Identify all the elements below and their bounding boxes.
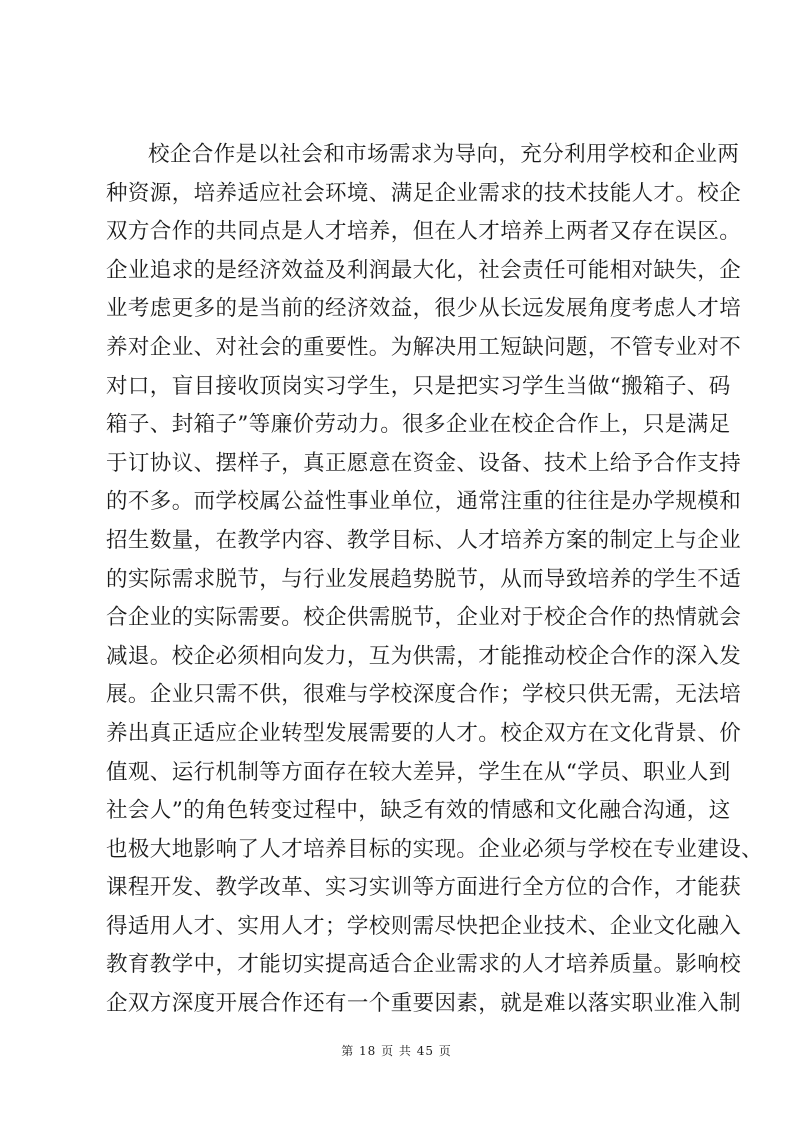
paragraph-line: 展。企业只需不供，很难与学校深度合作；学校只供无需，无法培 [106, 682, 742, 708]
paragraph-line: 企双方深度开展合作还有一个重要因素，就是难以落实职业准入制 [106, 991, 742, 1017]
paragraph-line: 养对企业、对社会的重要性。为解决用工短缺问题，不管专业对不 [106, 334, 742, 360]
paragraph-line: 箱子、封箱子”等廉价劳动力。很多企业在校企合作上，只是满足 [106, 412, 731, 438]
paragraph-line: 业考虑更多的是当前的经济效益，很少从长远发展角度考虑人才培 [106, 296, 742, 322]
paragraph-line: 课程开发、教学改革、实习实训等方面进行全方位的合作，才能获 [106, 875, 742, 901]
paragraph-line: 招生数量，在教学内容、教学目标、人才培养方案的制定上与企业 [106, 527, 742, 553]
paragraph-line: 得适用人才、实用人才；学校则需尽快把企业技术、企业文化融入 [106, 913, 742, 939]
body-paragraph [106, 136, 764, 1024]
paragraph-line: 双方合作的共同点是人才培养，但在人才培养上两者又存在误区。 [106, 219, 742, 245]
page-number-footer: 第 18 页 共 45 页 [341, 1044, 452, 1058]
paragraph-line: 合企业的实际需要。校企供需脱节，企业对于校企合作的热情就会 [106, 605, 742, 631]
paragraph-line: 养出真正适应企业转型发展需要的人才。校企双方在文化背景、价 [106, 720, 742, 746]
paragraph-line: 的实际需求脱节，与行业发展趋势脱节，从而导致培养的学生不适 [106, 566, 742, 592]
paragraph-line: 教育教学中，才能切实提高适合企业需求的人才培养质量。影响校 [106, 952, 742, 978]
paragraph-line: 也极大地影响了人才培养目标的实现。企业必须与学校在专业建设、 [106, 836, 764, 862]
paragraph-line: 种资源，培养适应社会环境、满足企业需求的技术技能人才。校企 [106, 180, 742, 206]
paragraph-line: 于订协议、摆样子，真正愿意在资金、设备、技术上给予合作支持 [106, 450, 742, 476]
paragraph-line: 企业追求的是经济效益及利润最大化，社会责任可能相对缺失，企 [106, 257, 742, 283]
paragraph-line: 减退。校企必须相向发力，互为供需，才能推动校企合作的深入发 [106, 643, 742, 669]
paragraph-line: 值观、运行机制等方面存在较大差异，学生在从“学员、职业人到 [106, 759, 731, 785]
paragraph-line: 校企合作是以社会和市场需求为导向，充分利用学校和企业两 [148, 142, 740, 167]
paragraph-line: 的不多。而学校属公益性事业单位，通常注重的往往是办学规模和 [106, 489, 742, 515]
paragraph-line: 社会人”的角色转变过程中，缺乏有效的情感和文化融合沟通，这 [106, 798, 731, 824]
paragraph-line: 对口，盲目接收顶岗实习学生，只是把实习学生当做“搬箱子、码 [106, 373, 731, 399]
